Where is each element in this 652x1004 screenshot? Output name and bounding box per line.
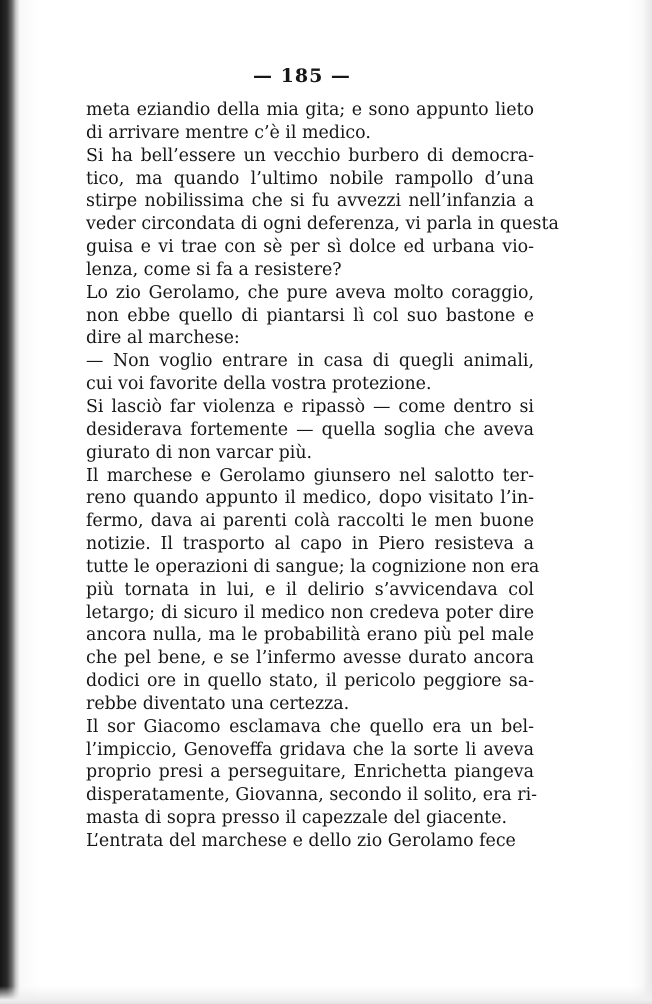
text-line: — Non voglio entrare in casa di quegli animali,	[86, 351, 534, 372]
page-bottom-edge	[0, 986, 652, 1004]
text-line: letargo; di sicuro il medico non credeva poter dire	[86, 602, 534, 623]
paragraph	[86, 350, 534, 396]
text-line: più tornata in lui, e il delirio s’avvicendava col	[86, 579, 534, 600]
text-line: veder circondata di ogni deferenza, vi parla in questa	[86, 214, 559, 235]
text-line: Si lasciò far violenza e ripassò — come dentro si	[86, 396, 534, 417]
text-line: proprio presi a perseguitare, Enrichetta piangeva	[86, 762, 534, 783]
text-line: lenza, come si fa a resistere?	[86, 259, 342, 280]
paragraph	[86, 716, 538, 830]
text-line: notizie. Il trasporto al capo in Piero resisteva a	[86, 534, 534, 555]
text-line: Lo zio Gerolamo, che pure aveva molto coraggio,	[86, 282, 534, 303]
text-line: l’impiccio, Genoveffa gridava che la sorte li aveva	[86, 739, 534, 760]
text-line: disperatamente, Giovanna, secondo il solito, era ri-	[86, 785, 538, 806]
paragraph	[86, 145, 559, 282]
text-line: stirpe nobilissima che si fu avvezzi nell’infanzia a	[86, 191, 534, 212]
text-line: Si ha bell’essere un vecchio burbero di democra-	[86, 145, 534, 166]
book-binding-shadow	[0, 0, 20, 1004]
text-line: giurato di non varcar più.	[86, 442, 313, 463]
paragraph	[86, 396, 534, 465]
text-line: dire al marchese:	[86, 328, 240, 349]
text-line: di arrivare mentre c’è il medico.	[86, 122, 371, 143]
text-line: guisa e vi trae con sè per sì dolce ed urbana vio-	[86, 237, 534, 258]
text-line: desiderava fortemente — quella soglia che aveva	[86, 419, 534, 440]
paragraph	[86, 465, 540, 716]
text-line: non ebbe quello di piantarsi lì col suo bastone e	[86, 305, 534, 326]
text-line: masta di sopra presso il capezzale del giacente.	[86, 808, 508, 829]
paragraph	[86, 282, 534, 351]
text-line: ancora nulla, ma le probabilità erano più pel male	[86, 625, 534, 646]
text-line: tutte le operazioni di sangue; la cognizione non era	[86, 556, 540, 577]
text-line: meta eziandio della mia gita; e sono appunto lieto	[86, 100, 534, 120]
text-line: cui voi favorite della vostra protezione.	[86, 374, 432, 395]
page-body-text	[86, 99, 559, 853]
paragraph	[86, 830, 534, 853]
text-line: tico, ma quando l’ultimo nobile rampollo d’una	[86, 168, 534, 189]
text-line: Il marchese e Gerolamo giunsero nel salotto ter-	[86, 465, 534, 486]
text-line: che pel bene, e se l’infermo avesse durato ancora	[86, 648, 534, 669]
text-line: rebbe diventato una certezza.	[86, 693, 350, 714]
page-right-edge	[642, 0, 652, 1004]
text-line: Il sor Giacomo esclamava che quello era un bel-	[86, 716, 534, 737]
page-number: — 185 —	[253, 65, 351, 87]
text-line: L’entrata del marchese e dello zio Gerolamo fece	[86, 831, 516, 851]
text-line: reno quando appunto il medico, dopo visitato l’in-	[86, 488, 534, 509]
paragraph	[86, 99, 534, 145]
text-line: fermo, dava ai parenti colà raccolti le men buone	[86, 511, 534, 532]
text-line: dodici ore in quello stato, il pericolo peggiore sa-	[86, 671, 534, 692]
